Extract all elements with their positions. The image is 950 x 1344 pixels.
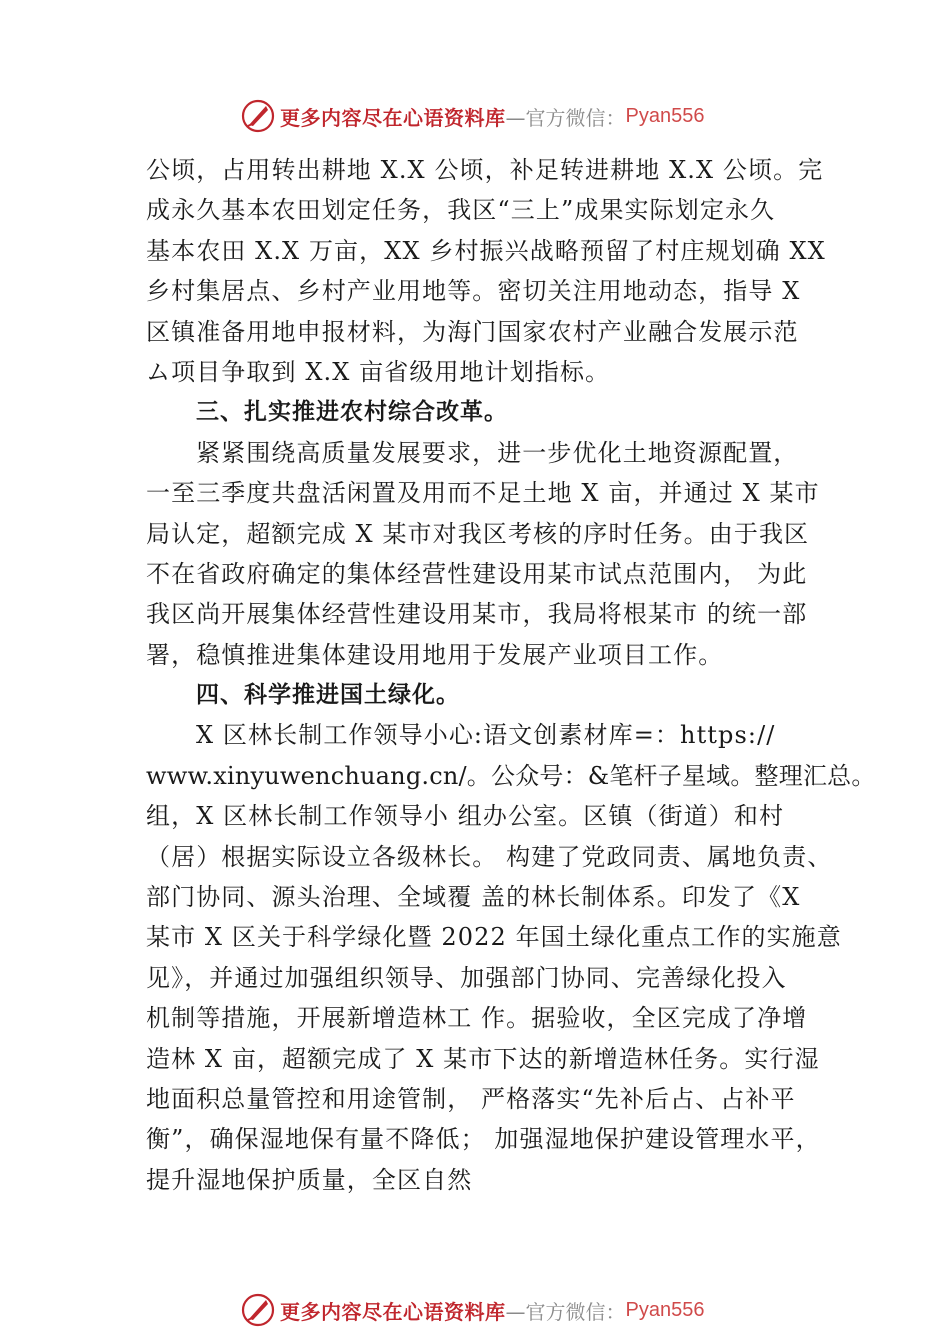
section-heading-4: 四、科学推进国土绿化。	[196, 682, 460, 709]
body-line: 局认定，超额完成 X 某市对我区考核的序时任务。由于我区	[146, 519, 810, 548]
document-body	[146, 150, 876, 1200]
body-line: 我区尚开展集体经营性建设用某市，我局将根某市 的统一部	[146, 600, 808, 629]
body-line: ム项目争取到 X.X 亩省级用地计划指标。	[146, 357, 611, 386]
wechat-id: Pyan556	[625, 104, 705, 127]
body-line: 造林 X 亩，超额完成了 X 某市下达的新增造林任务。实行湿	[146, 1044, 820, 1073]
body-line: 成永久基本农田划定任务，我区“三上”成果实际划定永久	[146, 196, 776, 225]
footer-banner	[0, 1290, 950, 1330]
body-line: 见》，并通过加强组织领导、加强部门协同、完善绿化投入	[146, 963, 787, 992]
body-line: 基本农田 X.X 万亩，XX 乡村振兴战略预留了村庄规划确 XX	[146, 236, 826, 265]
body-line: 乡村集居点、乡村产业用地等。密切关注用地动态，指导 X	[146, 277, 801, 306]
body-line: 部门协同、源头治理、全域覆 盖的林长制体系。印发了《X	[146, 883, 801, 912]
body-line: 机制等措施，开展新增造林工 作。据验收，全区完成了净增	[146, 1004, 808, 1033]
section-heading-3: 三、扎实推进农村综合改革。	[196, 399, 508, 426]
body-line: 提升湿地保护质量，全区自然	[146, 1165, 473, 1194]
body-line: X 区林长制工作领导小心:语文创素材库=：https://	[196, 721, 776, 750]
body-line: 地面积总量管控和用途管制， 严格落实“先补后占、占补平	[146, 1084, 796, 1113]
banner-dash-text: —官方微信：	[505, 1299, 626, 1324]
body-line: （居）根据实际设立各级林长。 构建了党政同责、属地负责、	[146, 842, 833, 871]
body-line: 区镇准备用地申报材料，为海门国家农村产业融合发展示范	[146, 317, 799, 346]
banner-main-text: 更多内容尽在心语资料库	[280, 105, 506, 130]
body-line: 紧紧围绕高质量发展要求，进一步优化土地资源配置，	[196, 438, 799, 467]
body-line: 组，X 区林长制工作领导小 组办公室。区镇（街道）和村	[146, 802, 785, 831]
banner	[240, 96, 704, 136]
body-line: www.xinyuwenchuang.cn/。公众号：&笔杆子星域。整理汇总。	[146, 761, 876, 790]
body-line: 公顷，占用转出耕地 X.X 公顷，补足转进耕地 X.X 公顷。完	[146, 156, 824, 184]
quill-logo-icon	[240, 1292, 276, 1328]
body-line: 一至三季度共盘活闲置及用而不足土地 X 亩，并通过 X 某市	[146, 479, 820, 508]
header-banner	[0, 96, 950, 136]
body-line: 署，稳慎推进集体建设用地用于发展产业项目工作。	[146, 640, 724, 669]
wechat-id: Pyan556	[625, 1298, 705, 1321]
banner-dash-text: —官方微信：	[505, 105, 626, 130]
body-line: 衡”，确保湿地保有量不降低； 加强湿地保护建设管理水平，	[146, 1125, 821, 1154]
quill-logo-icon	[240, 98, 276, 134]
body-line: 不在省政府确定的集体经营性建设用某市试点范围内， 为此	[146, 559, 808, 588]
body-line: 某市 X 区关于科学绿化暨 2022 年国土绿化重点工作的实施意	[146, 923, 842, 952]
banner-main-text: 更多内容尽在心语资料库	[280, 1299, 506, 1324]
banner	[240, 1290, 704, 1330]
